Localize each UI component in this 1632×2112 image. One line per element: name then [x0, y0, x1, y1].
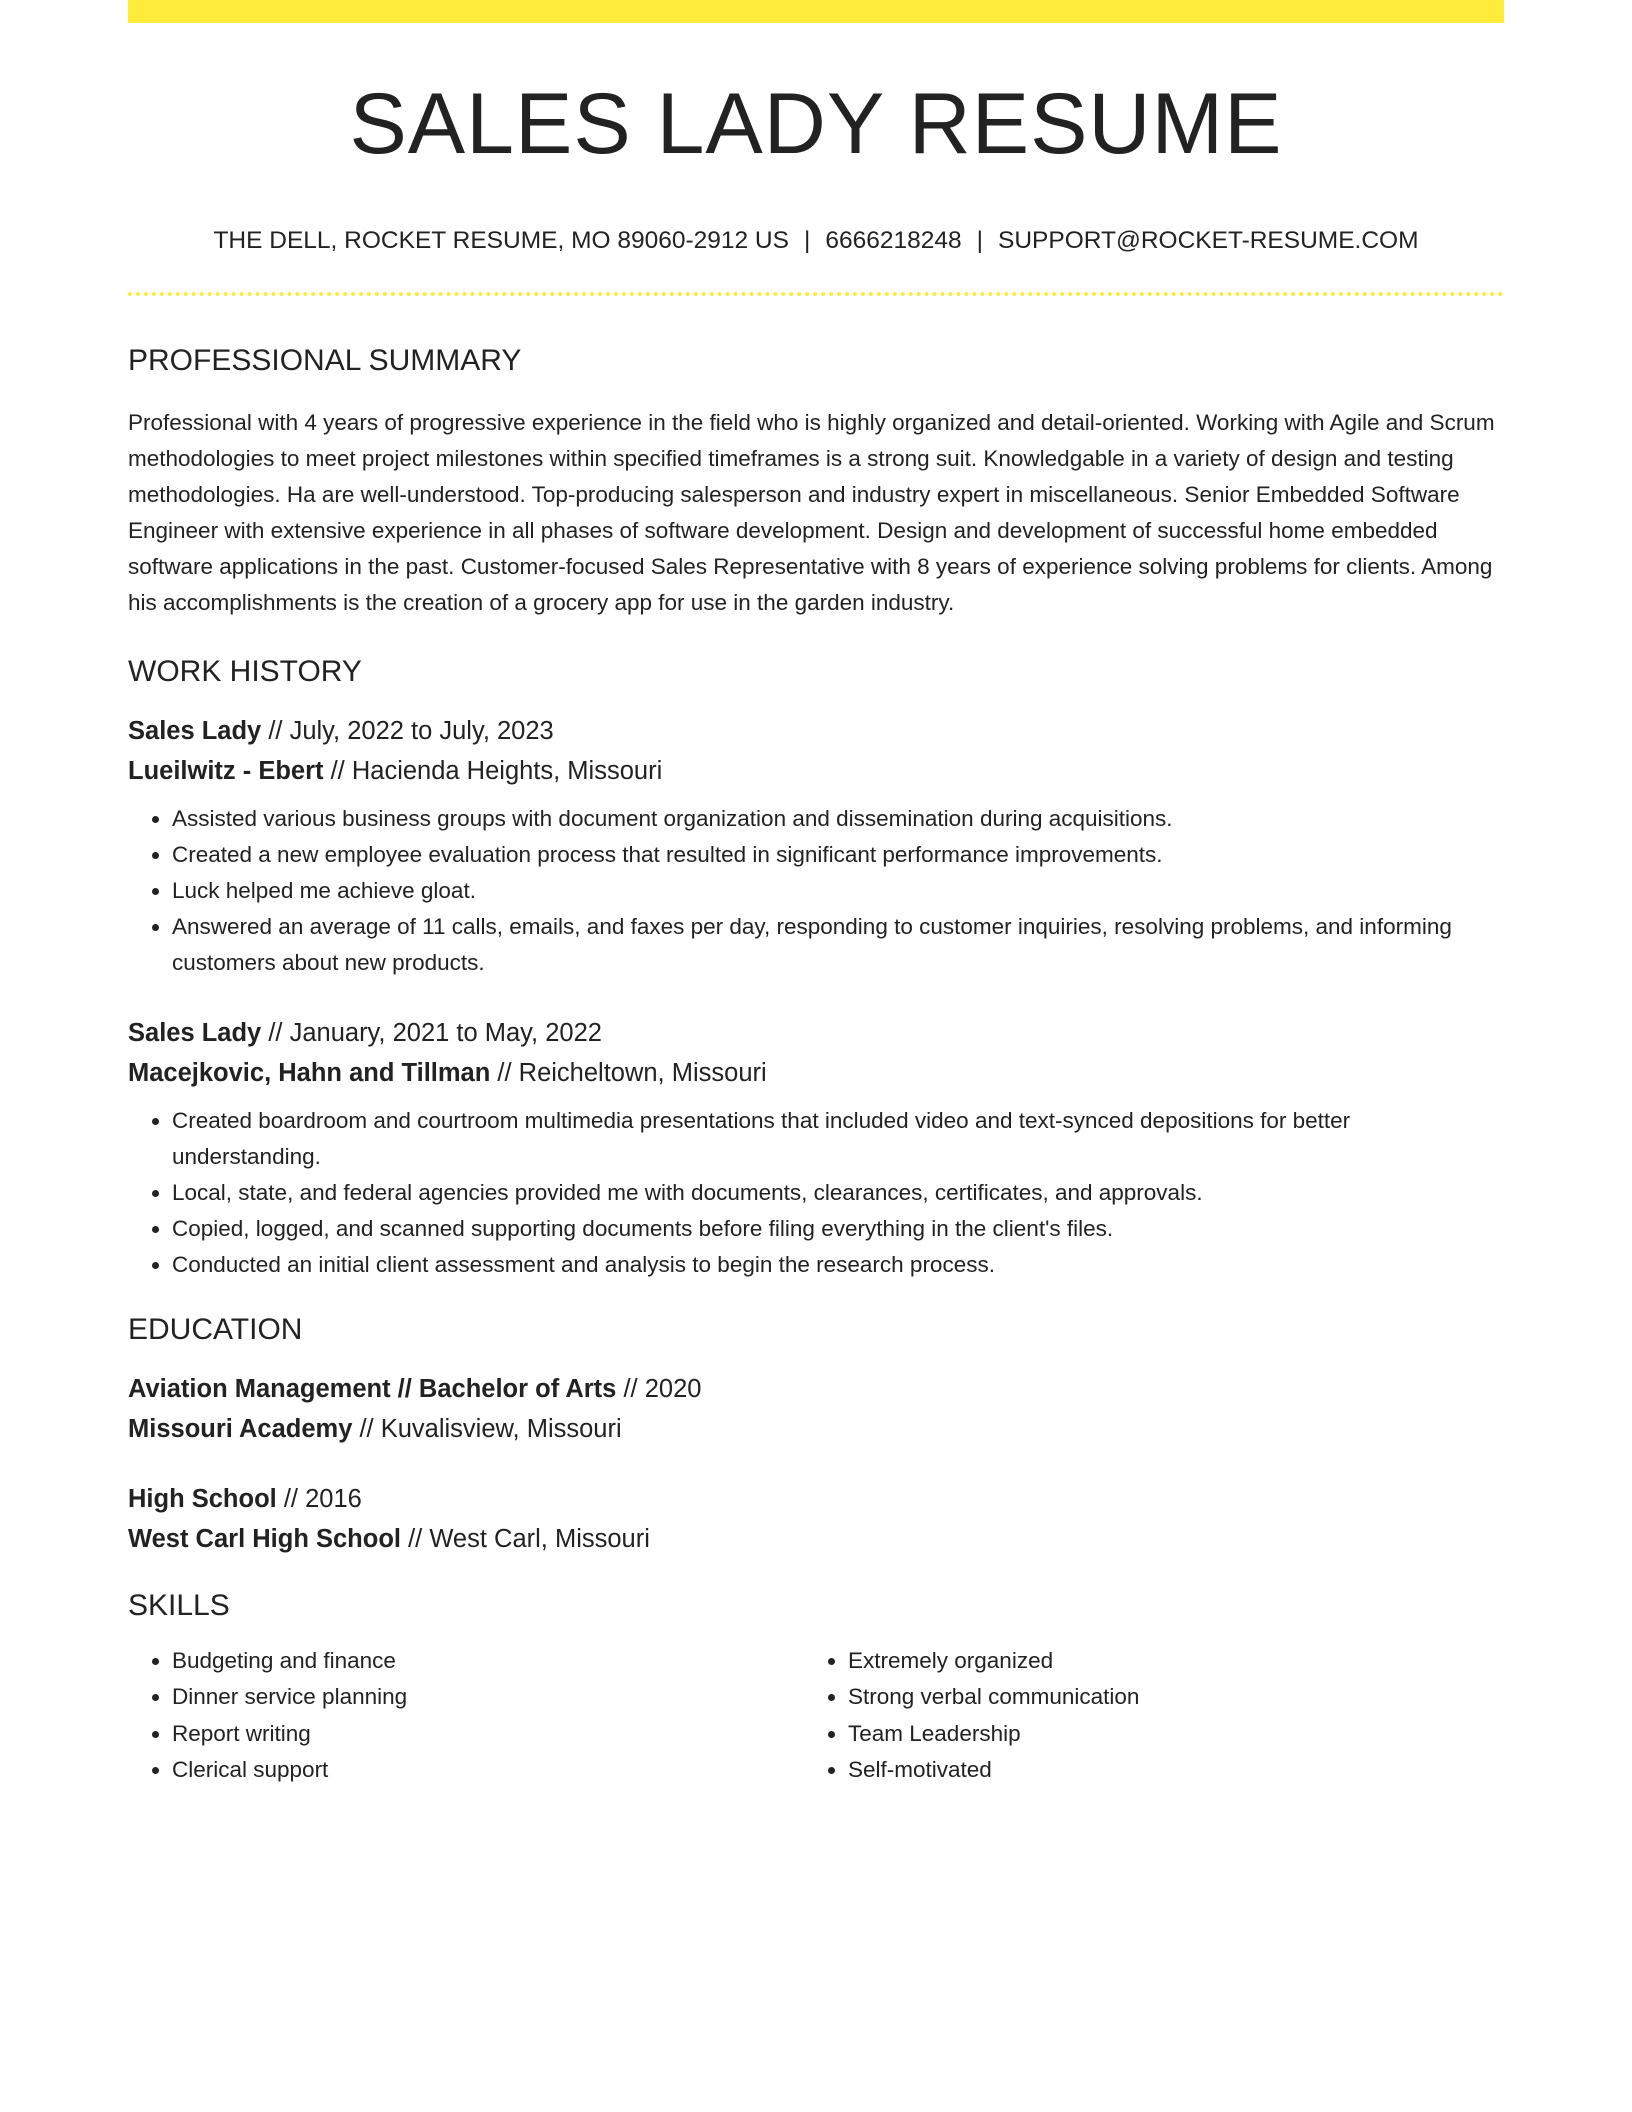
list-item: • Answered an average of 11 calls, emails, and faxes per day, responding to customer inquiries, resolving problems, and informing customers about new products.	[172, 909, 1504, 981]
job-location: // Reicheltown, Missouri	[490, 1058, 767, 1087]
resume-title: SALES LADY RESUME	[349, 76, 1283, 172]
skill-item: • Team Leadership	[848, 1716, 1480, 1753]
list-item: • Copied, logged, and scanned supporting documents before filing everything in the client's files.	[172, 1211, 1504, 1247]
skill-item: • Self-motivated	[848, 1752, 1480, 1789]
job-role-line	[128, 711, 1504, 751]
skills-left-column	[128, 1643, 804, 1789]
job-bullets	[128, 801, 1504, 981]
list-item: • Local, state, and federal agencies provided me with documents, clearances, certificates, and approvals.	[172, 1175, 1504, 1211]
list-item: • Created a new employee evaluation process that resulted in significant performance improvements.	[172, 837, 1504, 873]
list-item: • Created boardroom and courtroom multimedia presentations that included video and text-synced depositions for better understanding.	[172, 1103, 1504, 1175]
contact-line	[128, 229, 1504, 254]
education-degree-line	[128, 1479, 1504, 1519]
contact-address: THE DELL, ROCKET RESUME, MO 89060-2912 US	[213, 227, 789, 254]
skills-columns	[128, 1643, 1504, 1789]
education-entry	[128, 1479, 1504, 1559]
skill-item: • Strong verbal communication	[848, 1679, 1480, 1716]
education-school: West Carl High School	[128, 1524, 401, 1553]
job-company: Macejkovic, Hahn and Tillman	[128, 1058, 491, 1087]
section-title-skills: SKILLS	[128, 1588, 230, 1622]
skill-item: • Report writing	[172, 1716, 804, 1753]
skill-item: • Extremely organized	[848, 1643, 1480, 1680]
dotted-divider	[128, 292, 1504, 296]
education-location: // West Carl, Missouri	[400, 1524, 650, 1553]
education-school-line	[128, 1409, 1504, 1449]
contact-phone: 6666218248	[825, 227, 962, 254]
education-degree: Aviation Management // Bachelor of Arts	[128, 1374, 617, 1403]
list-item: • Luck helped me achieve gloat.	[172, 873, 1504, 909]
list-item: • Conducted an initial client assessment and analysis to begin the research process.	[172, 1247, 1504, 1283]
education-degree-line	[128, 1369, 1504, 1409]
job-dates: // January, 2021 to May, 2022	[261, 1018, 602, 1047]
job-company: Lueilwitz - Ebert	[128, 756, 324, 785]
accent-top-bar	[128, 0, 1504, 23]
job-company-line	[128, 751, 1504, 791]
education-school-line	[128, 1519, 1504, 1559]
job-role: Sales Lady	[128, 1018, 262, 1047]
section-title-education: EDUCATION	[128, 1312, 303, 1346]
education-location: // Kuvalisview, Missouri	[352, 1414, 622, 1443]
education-degree: High School	[128, 1484, 277, 1513]
contact-separator: |	[803, 227, 811, 254]
job-bullets	[128, 1103, 1504, 1283]
skills-right-column	[804, 1643, 1480, 1789]
job-entry	[128, 711, 1504, 981]
resume-page	[128, 0, 1504, 1789]
job-role: Sales Lady	[128, 716, 262, 745]
skill-item: • Budgeting and finance	[172, 1643, 804, 1680]
education-year: // 2020	[616, 1374, 702, 1403]
contact-email: SUPPORT@ROCKET-RESUME.COM	[997, 227, 1419, 254]
summary-text: Professional with 4 years of progressive experience in the field who is highly organized and detail-oriented. Working with Agile and Scrum methodologies to meet project milestones within specified timeframes is a strong suit. Knowledgable in a variety of design and testing methodologies. Ha are well-understood. Top-producing salesperson and industry expert in miscellaneous. Senior Embedded Software Engineer with extensive experience in all phases of software development. Design and development of successful home embedded software applications in the past. Customer-focused Sales Representative with 8 years of experience solving problems for clients. Among his accomplishments is the creation of a grocery app for use in the garden industry.	[128, 409, 1495, 615]
education-entry	[128, 1369, 1504, 1449]
education-school: Missouri Academy	[128, 1414, 353, 1443]
skill-item: • Dinner service planning	[172, 1679, 804, 1716]
job-role-line	[128, 1013, 1504, 1053]
section-title-summary: PROFESSIONAL SUMMARY	[128, 343, 522, 377]
job-dates: // July, 2022 to July, 2023	[261, 716, 554, 745]
job-location: // Hacienda Heights, Missouri	[323, 756, 663, 785]
job-company-line	[128, 1053, 1504, 1093]
contact-separator: |	[976, 227, 983, 254]
education-year: // 2016	[276, 1484, 362, 1513]
job-entry	[128, 1013, 1504, 1283]
skill-item: • Clerical support	[172, 1752, 804, 1789]
section-title-work-history: WORK HISTORY	[128, 654, 362, 688]
list-item: • Assisted various business groups with document organization and dissemination during acquisitions.	[172, 801, 1504, 837]
